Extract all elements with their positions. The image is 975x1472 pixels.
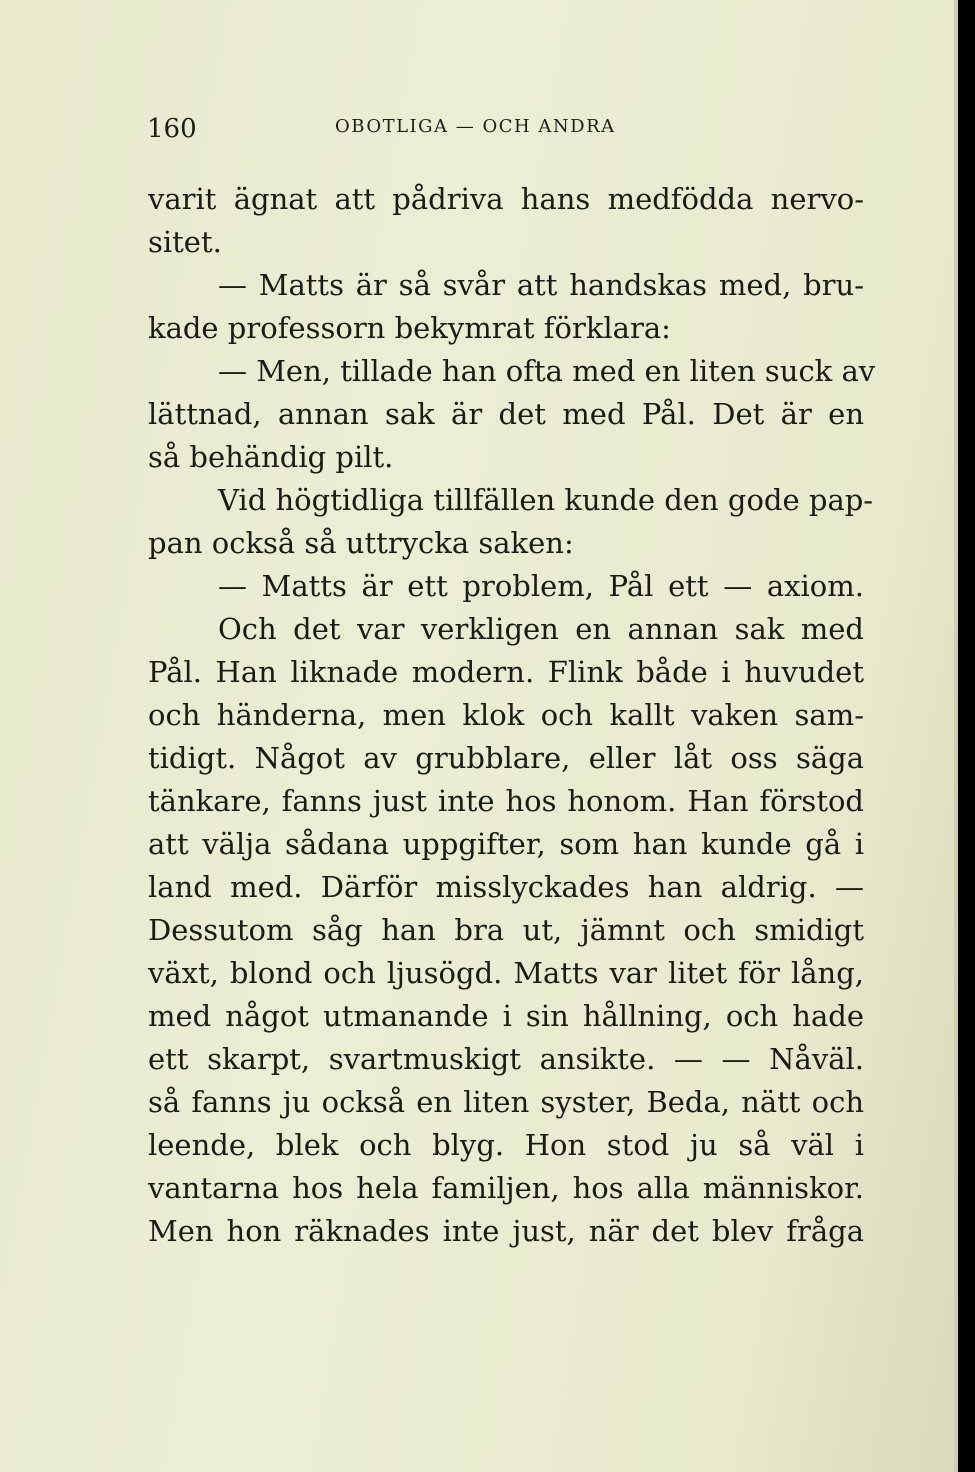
text-line: — Matts är ett problem, Pål ett — axiom.: [218, 569, 864, 603]
text-line: Och det var verkligen en annan sak med: [218, 612, 864, 646]
body-text: [148, 178, 876, 1253]
text-line: Dessutom såg han bra ut, jämnt och smidigt: [148, 913, 864, 947]
text-line: så fanns ju också en liten syster, Beda, nätt och: [148, 1085, 864, 1119]
text-line: ett skarpt, svartmuskigt ansikte. — — Nåväl.: [148, 1042, 864, 1076]
text-line: land med. Därför misslyckades han aldrig. —: [148, 870, 864, 904]
text-line: kade professorn bekymrat förklara:: [148, 311, 671, 345]
text-line: sitet.: [148, 225, 222, 259]
page-edge: [954, 0, 958, 1472]
text-line: tidigt. Något av grubblare, eller låt oss säga: [148, 741, 864, 775]
text-line: och händerna, men klok och kallt vaken sam-: [148, 698, 864, 732]
text-line: så behändig pilt.: [148, 440, 394, 474]
text-line: att välja sådana uppgifter, som han kunde gå i: [148, 827, 864, 861]
page-header: [147, 108, 707, 148]
text-line: — Men, tillade han ofta med en liten suck av: [218, 354, 876, 388]
running-title: OBOTLIGA — OCH ANDRA: [335, 116, 616, 137]
text-line: Pål. Han liknade modern. Flink både i huvudet: [148, 655, 864, 689]
text-line: vantarna hos hela familjen, hos alla människor.: [148, 1171, 864, 1205]
text-line: — Matts är så svår att handskas med, bru-: [218, 268, 864, 302]
text-line: med något utmanande i sin hållning, och hade: [148, 999, 864, 1033]
page-number: 160: [147, 114, 197, 144]
text-line: växt, blond och ljusögd. Matts var litet för lång,: [148, 956, 864, 990]
text-line: lättnad, annan sak är det med Pål. Det är en: [148, 397, 864, 431]
text-line: leende, blek och blyg. Hon stod ju så väl i: [148, 1128, 864, 1162]
text-line: pan också så uttrycka saken:: [148, 526, 574, 560]
text-line: Men hon räknades inte just, när det blev fråga: [148, 1214, 864, 1248]
text-line: varit ägnat att pådriva hans medfödda nervo-: [148, 182, 864, 216]
text-line: tänkare, fanns just inte hos honom. Han förstod: [148, 784, 864, 818]
text-line: Vid högtidliga tillfällen kunde den gode pap-: [218, 483, 874, 517]
